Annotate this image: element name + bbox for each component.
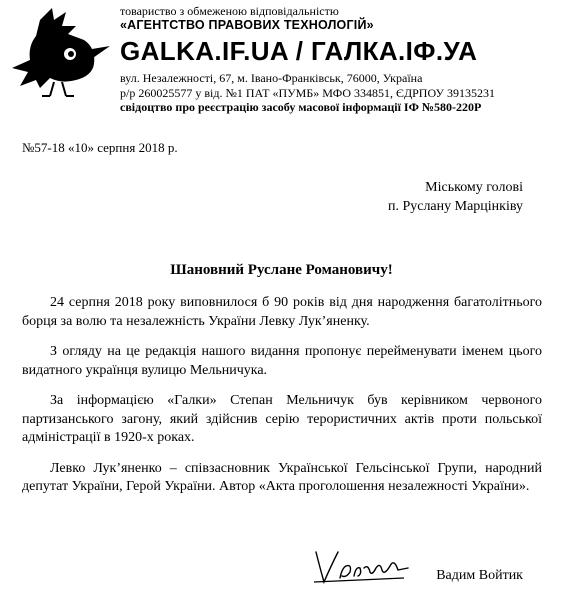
recipient-title: Міському голові bbox=[425, 180, 523, 195]
bank-details: р/р 260025577 у від. №1 ПАТ «ПУМБ» МФО 334851, ЄДРПОУ 39135231 bbox=[120, 85, 495, 100]
paragraph: З огляду на це редакція нашого видання пропонує перейменувати іменем цього видатного українця вулицю Мельничука. bbox=[22, 344, 542, 378]
company-address: вул. Незалежності, 67, м. Івано-Франківськ, 76000, Україна bbox=[120, 71, 423, 85]
letter-body bbox=[22, 294, 542, 509]
handwritten-signature bbox=[312, 548, 412, 586]
company-name: «АГЕНТСТВО ПРАВОВИХ ТЕХНОЛОГІЙ» bbox=[120, 18, 374, 32]
paragraph: Левко Лук’яненко – співзасновник Української Гельсінської Групи, народний депутат України, Герой України. Автор «Акта проголошення незалежності України». bbox=[22, 460, 542, 494]
recipient-block bbox=[388, 178, 523, 216]
paragraph: 24 серпня 2018 року виповнилося б 90 років від дня народження багатолітнього борця за волю та незалежність України Левку Лук’яненку. bbox=[22, 295, 542, 329]
brand-title: GALKA.IF.UA / ГАЛКА.ІФ.УА bbox=[120, 36, 478, 66]
greeting: Шановний Руслане Романовичу! bbox=[170, 262, 393, 278]
jackdaw-logo bbox=[10, 6, 112, 98]
paragraph: За інформацією «Галки» Степан Мельничук був керівником червоного партизанського загону, який здійснив серію терористичних актів проти польської адміністрації в 1920-х роках. bbox=[22, 393, 542, 445]
letterhead bbox=[120, 4, 560, 114]
registration-certificate: свідоцтво про реєстрацію засобу масової інформації ІФ №580-220Р bbox=[120, 99, 482, 114]
company-type: товариство з обмеженою відповідальністю bbox=[120, 4, 339, 18]
signer-name: Вадим Войтик bbox=[436, 568, 523, 583]
recipient-name: п. Руслану Марцінківу bbox=[387, 199, 523, 214]
letter-reference: №57-18 «10» серпня 2018 р. bbox=[22, 140, 178, 155]
